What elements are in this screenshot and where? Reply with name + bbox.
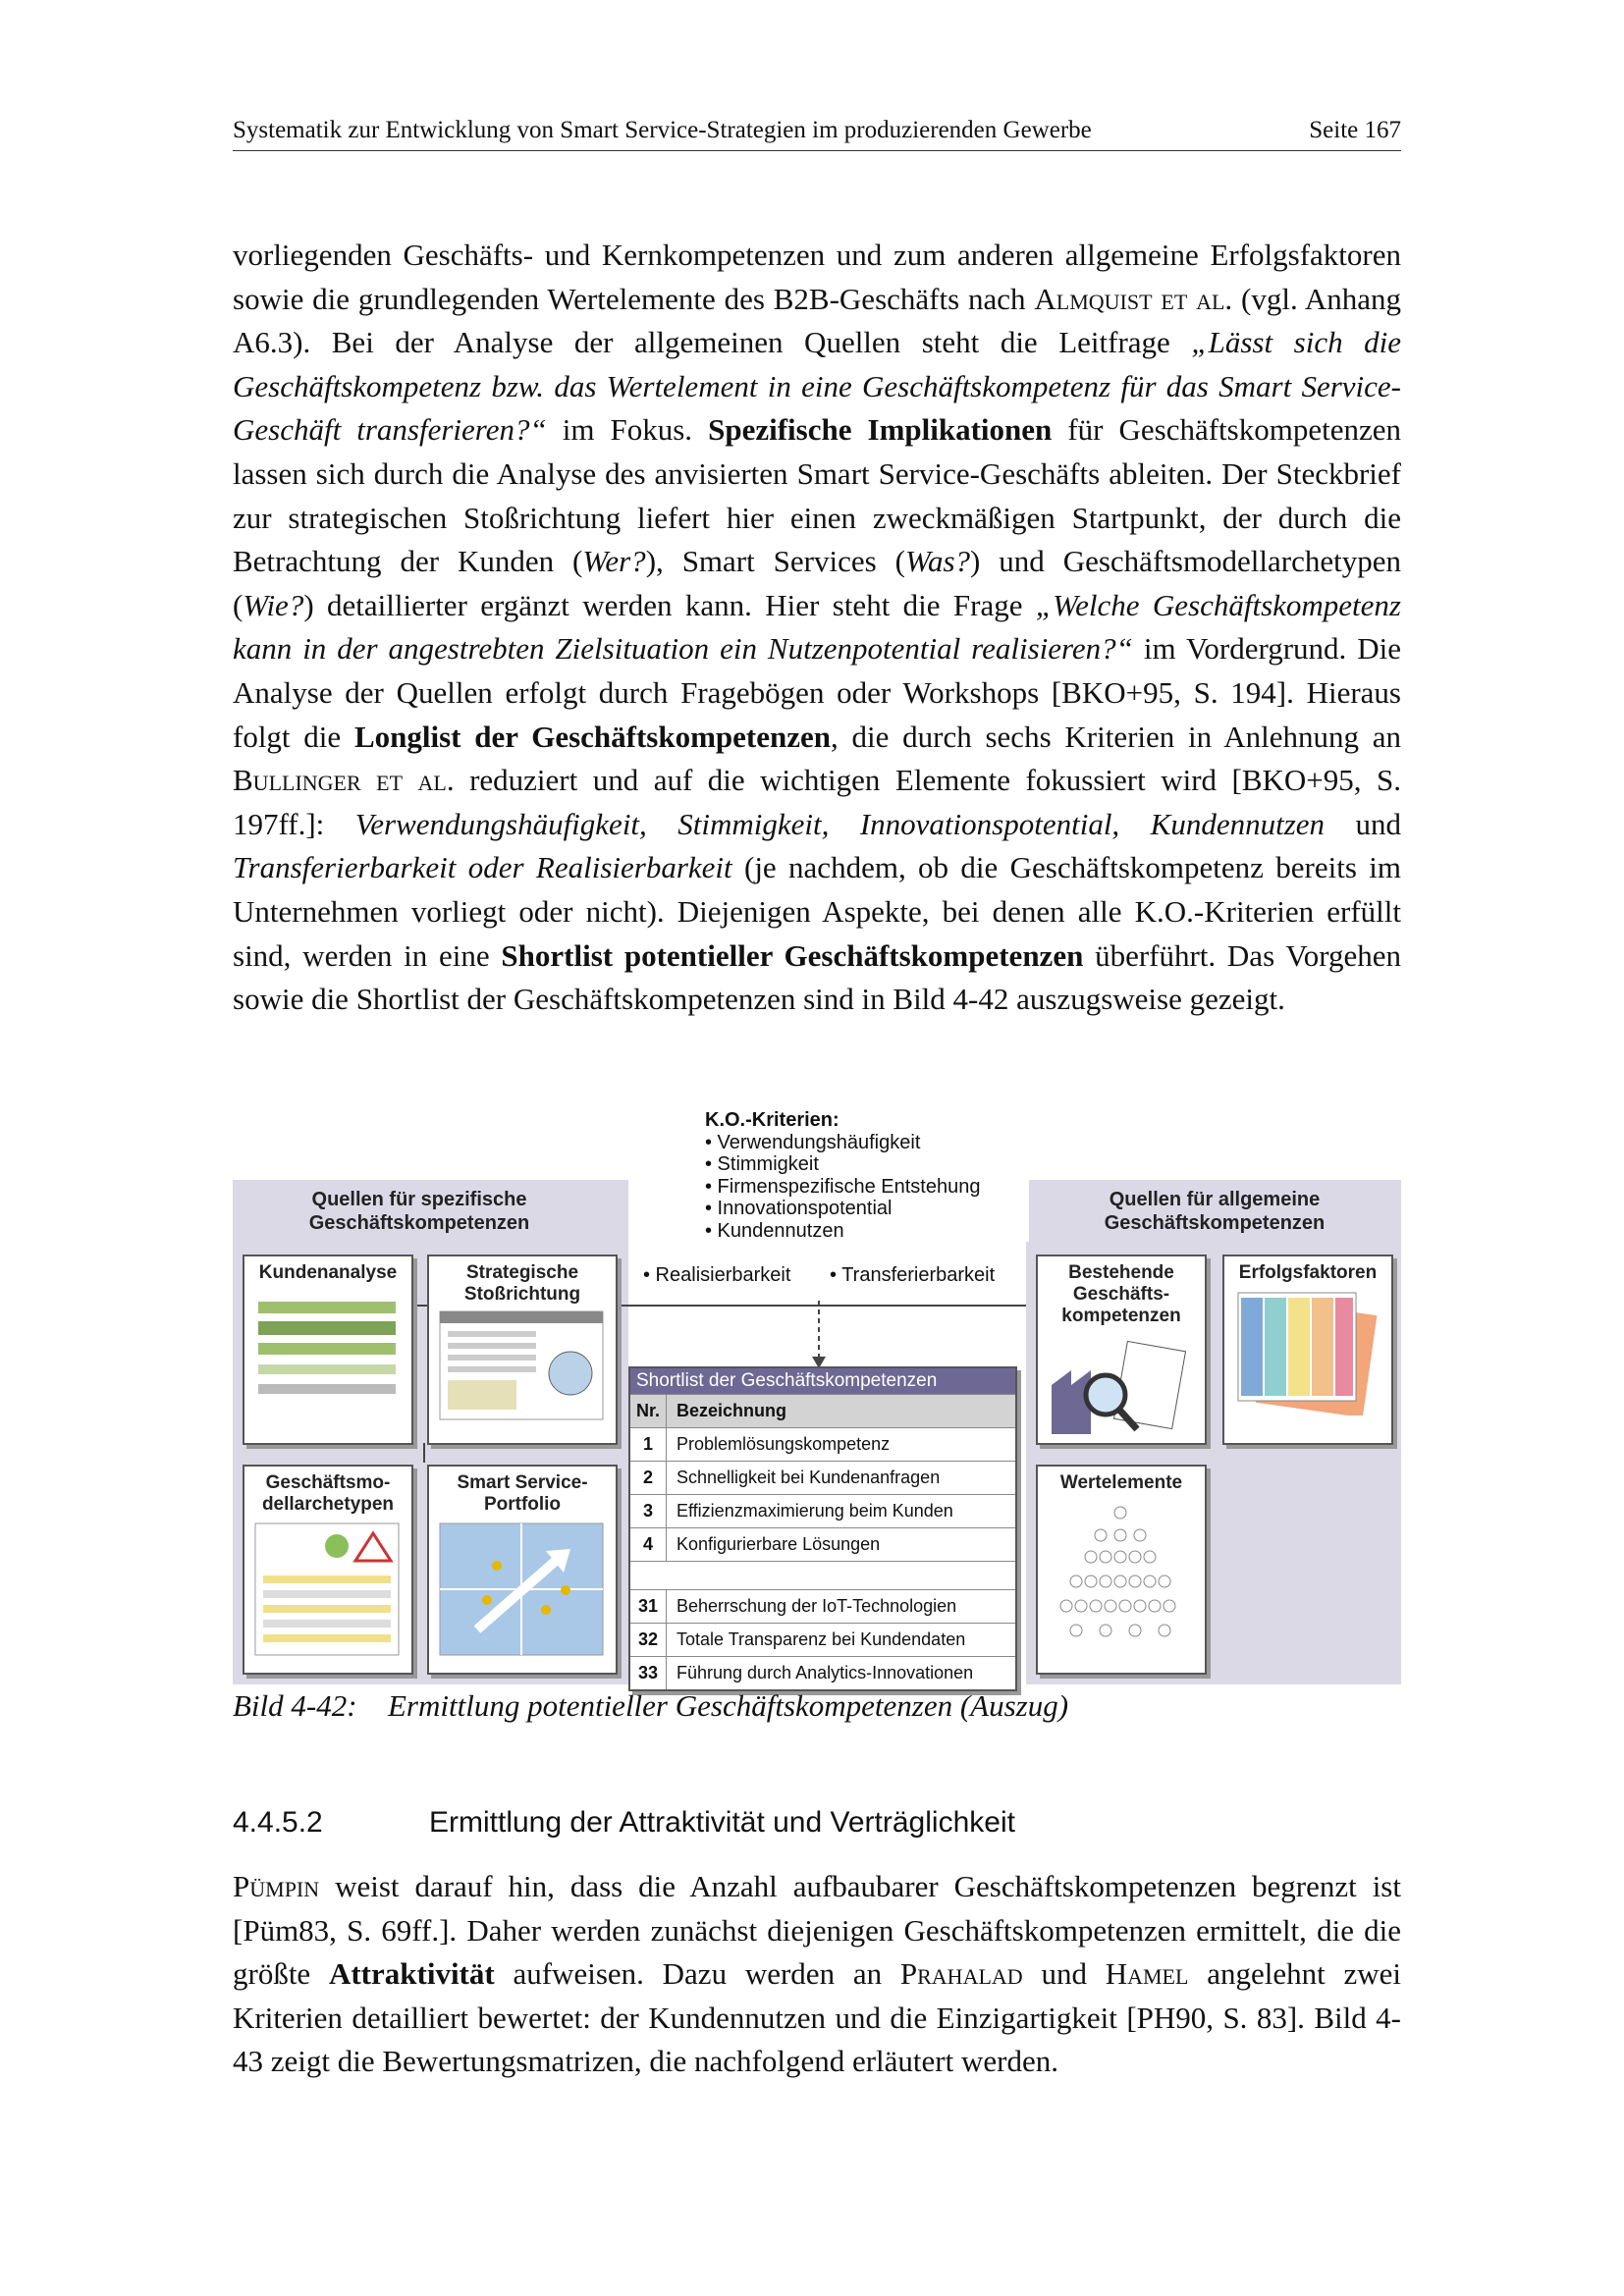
- caption-text: Ermittlung potentieller Geschäftskompetenzen (Auszug): [388, 1688, 1069, 1723]
- running-title: Systematik zur Entwicklung von Smart Service-Strategien im produzierenden Gewerbe: [233, 117, 1092, 143]
- section-heading: [233, 1806, 1015, 1840]
- shortlist-table: [628, 1366, 1017, 1691]
- box-kundenanalyse: Kundenanalyse: [243, 1255, 413, 1445]
- author-puempin: Pümpin: [233, 1869, 320, 1903]
- author-prahalad: Prahalad: [899, 1956, 1023, 1992]
- section-title: Ermittlung der Attraktivität und Verträglichkeit: [429, 1806, 1015, 1839]
- ko-item: • Verwendungshäufigkeit: [705, 1131, 921, 1153]
- box-strategische-stossrichtung: Strategische Stoßrichtung: [427, 1255, 618, 1445]
- ko-criteria: [705, 1109, 1029, 1242]
- box-erfolgsfaktoren: Erfolgsfaktoren: [1222, 1255, 1393, 1445]
- bold-term-shortlist: Shortlist potentieller Geschäftskompetenzen: [501, 937, 1084, 973]
- bold-term-implikationen: Spezifische Implikationen: [708, 412, 1053, 448]
- paragraph-1: vorliegenden Geschäfts- und Kernkompetenzen und zum anderen allgemeine Erfolgsfaktoren sowie die grundlegenden Wertelemente des B2B-Geschäfts nach Almquist et al. (vgl. Anhang A6.3). Bei der Analyse der allgemeinen Quellen steht die Leitfrage „Lässt sich die Geschäftskompetenz bzw. das Wertelement in eine Geschäftskompetenz für das Smart Service-Geschäft transferieren?“ im Fokus. Spezifische Implikationen für Geschäftskompetenzen lassen sich durch die Analyse des anvisierten Smart Service-Geschäfts ableiten. Der Steckbrief zur strategischen Stoßrichtung liefert hier einen zweckmäßigen Startpunkt, der durch die Betrachtung der Kunden (Wer?), Smart Services (Was?) und Geschäftsmodellarchetypen (Wie?) detaillierter ergänzt werden kann. Hier steht die Frage „Welche Geschäftskompetenz kann in der angestrebten Zielsituation ein Nutzenpotential realisieren?“ im Vordergrund. Die Analyse der Quellen erfolgt durch Fragebögen oder Workshops [BKO+95, S. 194]. Hieraus folgt die Longlist der Geschäftskompetenzen, die durch sechs Kriterien in Anlehnung an Bullinger et al. reduziert und auf die wichtigen Elemente fokussiert wird [BKO+95, S. 197ff.]: Verwendungshäufigkeit, Stimmigkeit, Innovationspotential, Kundennutzen und Transferierbarkeit oder Realisierbarkeit (je nachdem, ob die Geschäftskompetenz bereits im Unternehmen vorliegt oder nicht). Diejenigen Aspekte, bei denen alle K.O.-Kriterien erfüllt sind, werden in eine Shortlist potentieller Geschäftskompetenzen überführt. Das Vorgehen sowie die Shortlist der Geschäftskompetenzen sind in Bild 4-42 auszugsweise gezeigt.: [233, 238, 1402, 1017]
- right-panel-title: Quellen für allgemeine Geschäftskompetenzen: [1104, 1189, 1326, 1234]
- value-pyramid-icon: [1047, 1498, 1194, 1655]
- box-wertelemente: Wertelemente: [1036, 1465, 1207, 1675]
- author-almquist: Almquist et al.: [1034, 281, 1233, 316]
- table-header: Nr. Bezeichnung: [630, 1394, 1015, 1427]
- table-row: 1 Problemlösungskompetenz: [630, 1427, 1015, 1461]
- table-row: 3 Effizienzmaximierung beim Kunden: [630, 1494, 1015, 1527]
- bold-term-longlist: Longlist der Geschäftskompetenzen: [353, 719, 831, 754]
- ko-title: K.O.-Kriterien:: [705, 1109, 839, 1131]
- box-bestehende-kompetenzen: Bestehende Geschäfts-kompetenzen: [1036, 1255, 1207, 1445]
- ko-item: • Innovationspotential: [705, 1198, 893, 1219]
- caption-number: Bild 4-42:: [233, 1688, 357, 1723]
- box-geschaeftsmodellarchetypen: Geschäftsmo-dellarchetypen: [243, 1465, 413, 1675]
- ko-item-transferierbarkeit: • Transferierbarkeit: [830, 1264, 996, 1286]
- factory-magnifier-icon: [1047, 1331, 1194, 1439]
- table-row: 31 Beherrschung der IoT-Technologien: [630, 1589, 1015, 1623]
- author-hamel: Hamel: [1105, 1956, 1189, 1992]
- bold-term-attraktivitaet: Attraktivität: [328, 1956, 495, 1992]
- table-row: 32 Totale Transparenz bei Kundendaten: [630, 1623, 1015, 1656]
- guiding-question-1: „Lässt sich die Geschäftskompetenz bzw. das Wertelement in eine Geschäftskompetenz für das Smart Service-Geschäft transferieren?“: [233, 325, 1401, 448]
- ko-item: • Firmenspezifische Entstehung: [705, 1175, 981, 1198]
- paragraph-2: Pümpin weist darauf hin, dass die Anzahl aufbaubarer Geschäftskompetenzen begrenzt ist [Püm83, S. 69ff.]. Daher werden zunächst diejenigen Geschäftskompetenzen ermittelt, die die größte Attraktivität aufweisen. Dazu werden an Prahalad und Hamel angelehnt zwei Kriterien detailliert bewertet: der Kundennutzen und die Einzigartigkeit [PH90, S. 83]. Bild 4-43 zeigt die Bewertungsmatrizen, die nachfolgend erläutert werden.: [233, 1869, 1402, 2079]
- table-row: 33 Führung durch Analytics-Innovationen: [630, 1656, 1015, 1689]
- left-panel-title: Quellen für spezifische Geschäftskompetenzen: [308, 1189, 530, 1234]
- box-smart-service-portfolio: Smart Service-Portfolio: [427, 1465, 618, 1675]
- documents-stack-icon: [1233, 1288, 1380, 1415]
- section-number: 4.4.5.2: [233, 1806, 323, 1839]
- portfolio-chart-icon: [438, 1522, 605, 1659]
- page-header: [233, 110, 1401, 151]
- shortlist-title: Shortlist der Geschäftskompetenzen: [630, 1368, 1015, 1394]
- process-diagram-icon: [253, 1292, 401, 1410]
- ko-item: • Stimmigkeit: [705, 1153, 819, 1175]
- figure-caption: [233, 1688, 1068, 1724]
- page-number: Seite 167: [1309, 117, 1401, 143]
- guiding-question-2: „Welche Geschäftskompetenz kann in der angestrebten Zielsituation ein Nutzenpotential realisieren?“: [233, 587, 1401, 667]
- author-bullinger: Bullinger et al.: [233, 763, 455, 798]
- table-row: 2 Schnelligkeit bei Kundenanfragen: [630, 1461, 1015, 1494]
- figure-4-42: [233, 1109, 1401, 1684]
- table-break: [630, 1561, 1015, 1589]
- ko-item: • Kundennutzen: [705, 1219, 844, 1242]
- profile-sheet-icon: [438, 1309, 605, 1422]
- archetype-table-icon: [253, 1522, 401, 1659]
- table-row: 4 Konfigurierbare Lösungen: [630, 1527, 1015, 1561]
- ko-item-realisierbarkeit: • Realisierbarkeit: [643, 1264, 791, 1286]
